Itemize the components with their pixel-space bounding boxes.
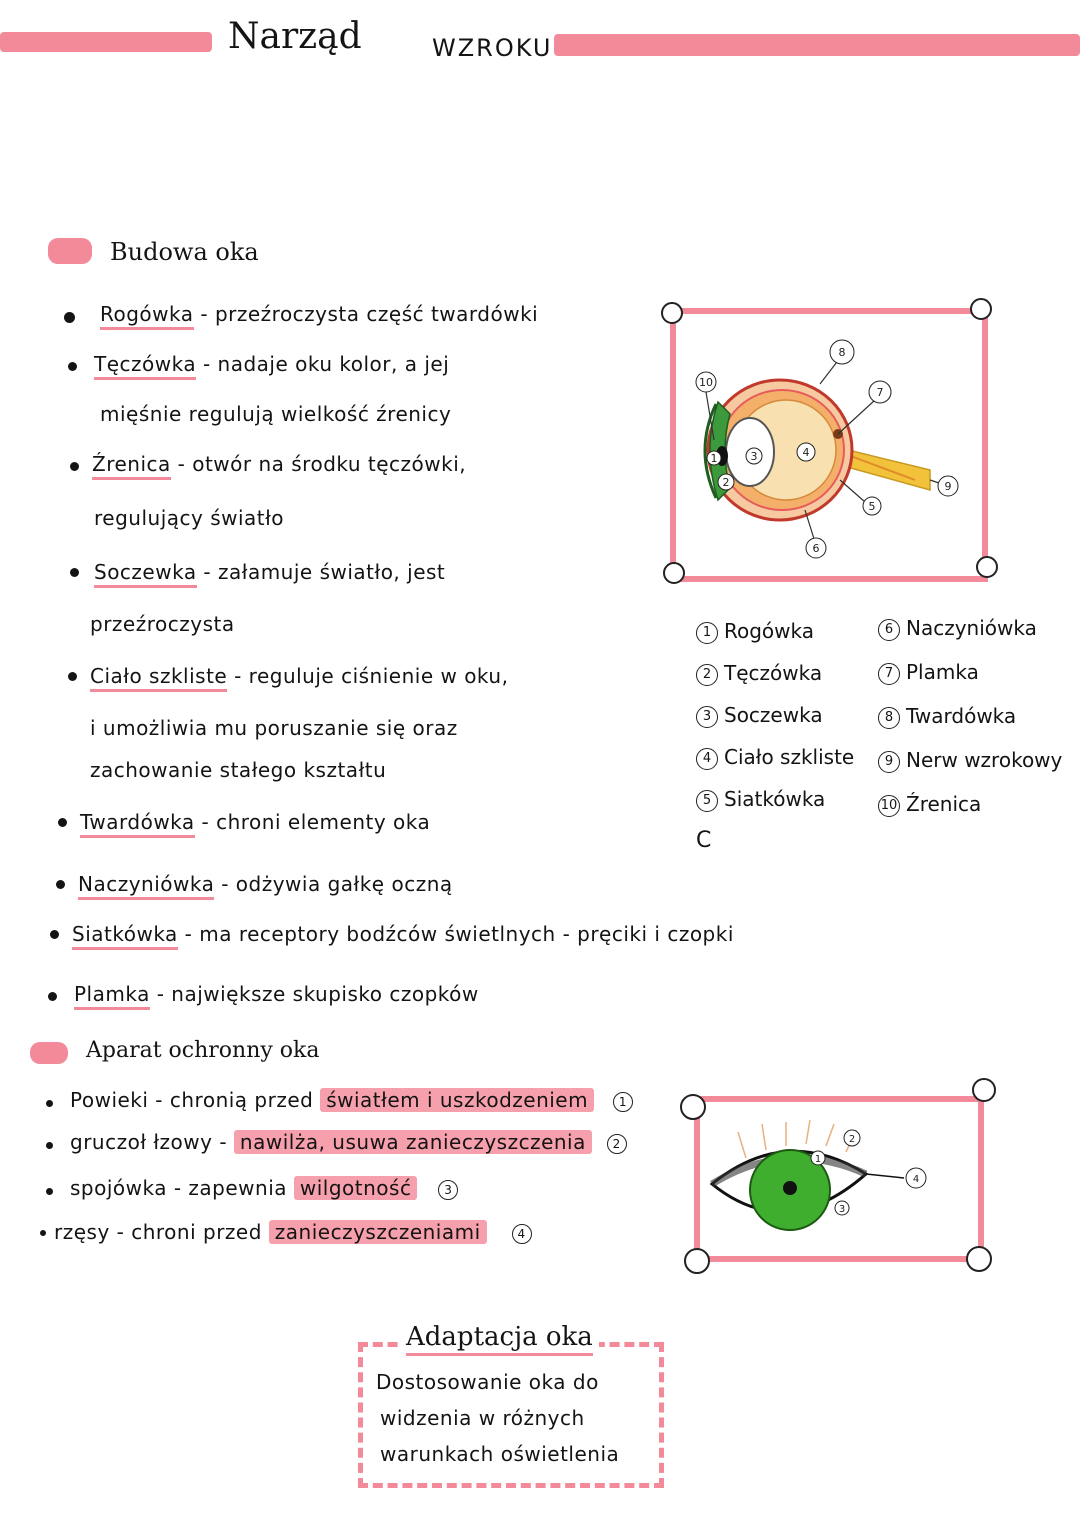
- frame-corner: [684, 1248, 710, 1274]
- eye-front-ref: 1: [613, 1092, 633, 1112]
- frame-corner: [663, 562, 685, 584]
- term: rzęsy: [54, 1220, 110, 1244]
- legend-text: Rogówka: [724, 619, 815, 643]
- item-powieki: [70, 1088, 633, 1112]
- eye-front-ref: 3: [438, 1180, 458, 1200]
- legend-item: [878, 606, 1062, 650]
- item-zrenica: [92, 452, 466, 476]
- legend-text: Naczyniówka: [906, 616, 1037, 640]
- frame-corner: [661, 302, 683, 324]
- bullet: [50, 930, 59, 939]
- item-gruczol-lzowy: [70, 1130, 627, 1154]
- highlight: zanieczyszczeniami: [269, 1220, 487, 1244]
- diagram-label-10: 10: [699, 376, 713, 389]
- pupil-front: [783, 1181, 797, 1195]
- definition: - chronią przed: [148, 1088, 314, 1112]
- diagram-label-6: 6: [812, 542, 820, 555]
- frame-corner: [976, 556, 998, 578]
- diagram-label-2: 2: [722, 476, 730, 489]
- frame-corner: [966, 1246, 992, 1272]
- legend-item: [878, 738, 1062, 782]
- definition: - otwór na środku tęczówki,: [170, 452, 467, 476]
- term: gruczoł łzowy: [70, 1130, 213, 1154]
- diagram-label-3: 3: [750, 450, 758, 463]
- term: Rogówka: [100, 302, 194, 330]
- bullet: [40, 1230, 46, 1236]
- definition: - chroni elementy oka: [194, 810, 431, 834]
- diagram-label-4: 4: [802, 446, 810, 459]
- legend-number: 10: [878, 795, 900, 817]
- term: Siatkówka: [72, 922, 178, 950]
- legend-item: [696, 736, 854, 778]
- term: Soczewka: [94, 560, 197, 588]
- section2-heading: Aparat ochronny oka: [86, 1038, 320, 1063]
- legend-text: Plamka: [906, 660, 979, 684]
- frame-corner: [972, 1078, 996, 1102]
- definition: - zapewnia: [167, 1176, 288, 1200]
- definition: -: [212, 1130, 234, 1154]
- bullet: [46, 1142, 53, 1149]
- highlight: światłem i uszkodzeniem: [320, 1088, 594, 1112]
- term: Twardówka: [80, 810, 195, 838]
- eye-front-view: [706, 1118, 936, 1248]
- legend-number: 7: [878, 663, 900, 685]
- legend-item: [696, 610, 854, 652]
- legend-text: Soczewka: [724, 703, 823, 727]
- adaptation-line1: Dostosowanie oka do: [376, 1370, 599, 1394]
- header-stripe-left: [0, 32, 212, 52]
- legend-item: [878, 650, 1062, 694]
- header-stripe-right: [554, 34, 1080, 56]
- bullet: [46, 1100, 53, 1107]
- adaptation-title: [400, 1322, 599, 1352]
- legend-number: 8: [878, 707, 900, 729]
- diagram-label-8: 8: [838, 346, 846, 359]
- legend-text: Ciało szkliste: [724, 745, 855, 769]
- eye-front-ref: 4: [512, 1224, 532, 1244]
- section2-marker: [30, 1042, 68, 1064]
- bullet: [70, 462, 79, 471]
- bullet: [46, 1188, 53, 1195]
- bullet: [56, 880, 65, 889]
- item-cialo-line3: zachowanie stałego kształtu: [90, 758, 387, 782]
- bullet: [70, 568, 79, 577]
- item-soczewka: [94, 560, 445, 584]
- legend-item: [696, 694, 854, 736]
- term: spojówka: [70, 1176, 167, 1200]
- legend-item: [878, 782, 1062, 826]
- bullet: [48, 992, 57, 1001]
- section1-heading: Budowa oka: [110, 238, 259, 266]
- legend-text: Tęczówka: [724, 661, 823, 685]
- front-label-2: 2: [848, 1134, 856, 1145]
- eye-front-ref: 2: [607, 1134, 627, 1154]
- item-teczowka: [94, 352, 449, 376]
- legend-left: [696, 610, 854, 862]
- legend-text: Twardówka: [906, 704, 1017, 728]
- diagram-label-9: 9: [944, 480, 952, 493]
- item-naczyniowka: [78, 872, 453, 896]
- definition: - nadaje oku kolor, a jej: [196, 352, 450, 376]
- definition: - odżywia gałkę oczną: [214, 872, 453, 896]
- term: Ciało szkliste: [90, 664, 227, 692]
- term: Źrenica: [92, 452, 171, 480]
- legend-number: 6: [878, 619, 900, 641]
- optic-nerve: [840, 448, 930, 490]
- frame-corner: [680, 1094, 706, 1120]
- eye-cross-section: [690, 330, 970, 560]
- frame-corner: [970, 298, 992, 320]
- legend-item: [878, 694, 1062, 738]
- legend-number: 2: [696, 664, 718, 686]
- bullet: [58, 818, 67, 827]
- term: Powieki: [70, 1088, 149, 1112]
- legend-number: 3: [696, 706, 718, 728]
- item-plamka: [74, 982, 479, 1006]
- section1-marker: [48, 238, 92, 264]
- front-label-4: 4: [912, 1174, 920, 1185]
- item-cialo-line2: i umożliwia mu poruszanie się oraz: [90, 716, 458, 740]
- bullet: [68, 672, 77, 681]
- definition: - reguluje ciśnienie w oku,: [227, 664, 509, 688]
- legend-item: [696, 652, 854, 694]
- highlight: wilgotność: [294, 1176, 418, 1200]
- item-siatkowka: [72, 922, 734, 946]
- legend-number: 4: [696, 748, 718, 770]
- legend-number: 9: [878, 751, 900, 773]
- diagram-label-5: 5: [868, 500, 876, 513]
- definition: - największe skupisko czopków: [149, 982, 479, 1006]
- page-title-part2: WZROKU: [432, 34, 553, 62]
- legend-item: [696, 778, 854, 820]
- item-twardowka: [80, 810, 430, 834]
- definition: - przeźroczysta część twardówki: [193, 302, 539, 326]
- diagram-label-7: 7: [876, 386, 884, 399]
- diagram-label-1: 1: [710, 452, 718, 465]
- highlight: nawilża, usuwa zanieczyszczenia: [234, 1130, 592, 1154]
- adaptation-title-text: Adaptacja oka: [406, 1322, 593, 1356]
- front-label-1: 1: [814, 1154, 822, 1165]
- adaptation-line3: warunkach oświetlenia: [380, 1442, 620, 1466]
- legend-number: 1: [696, 622, 718, 644]
- legend-text: Źrenica: [906, 792, 982, 816]
- term: Tęczówka: [94, 352, 196, 380]
- bullet: [64, 312, 75, 323]
- legend-number: 5: [696, 790, 718, 812]
- legend-text: Siatkówka: [724, 787, 826, 811]
- front-label-3: 3: [838, 1204, 846, 1215]
- bullet: [68, 362, 77, 371]
- item-soczewka-line2: przeźroczysta: [90, 612, 235, 636]
- definition: - chroni przed: [109, 1220, 262, 1244]
- adaptation-line2: widzenia w różnych: [380, 1406, 585, 1430]
- definition: - załamuje światło, jest: [196, 560, 446, 584]
- term: Naczyniówka: [78, 872, 214, 900]
- stray-mark: C: [696, 828, 712, 853]
- page-title-part1: Narząd: [228, 16, 362, 57]
- item-rogowka: [100, 302, 538, 326]
- legend-right: [878, 606, 1062, 826]
- item-spojowka: [70, 1176, 458, 1200]
- legend-text: Nerw wzrokowy: [906, 748, 1063, 772]
- item-rzesy: [54, 1220, 532, 1244]
- term: Plamka: [74, 982, 150, 1010]
- definition: - ma receptory bodźców świetlnych - pręciki i czopki: [177, 922, 734, 946]
- item-teczowka-line2: mięśnie regulują wielkość źrenicy: [100, 402, 452, 426]
- item-zrenica-line2: regulujący światło: [94, 506, 285, 530]
- item-cialo-szkliste: [90, 664, 508, 688]
